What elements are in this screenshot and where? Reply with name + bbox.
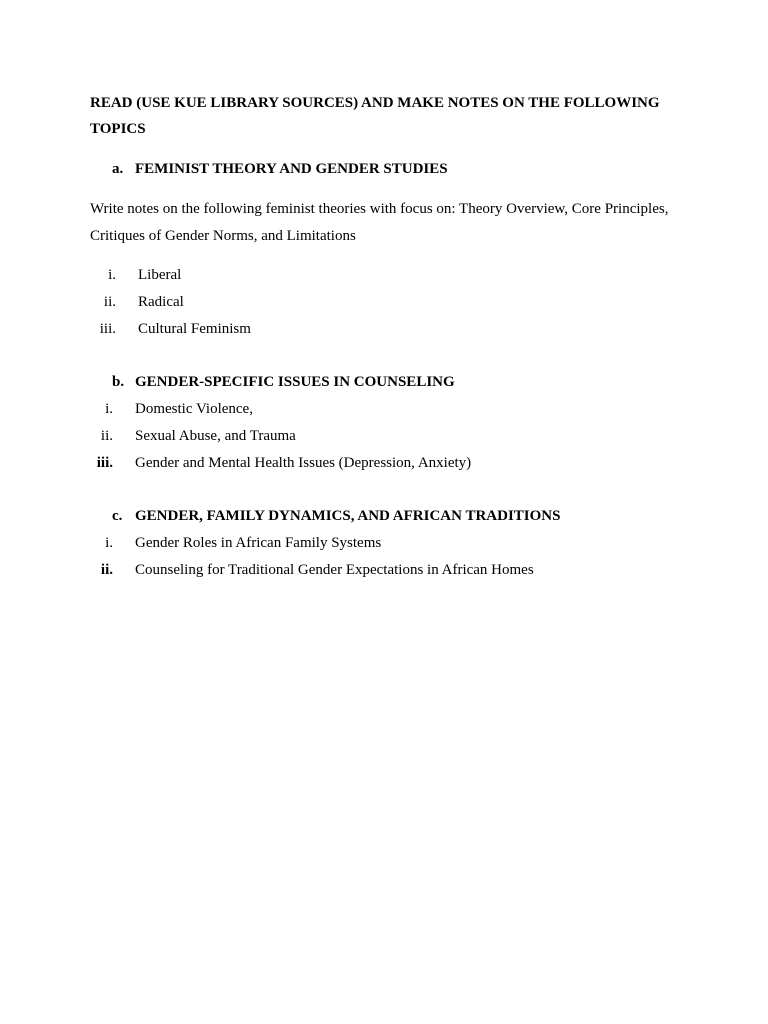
intro-line-1: READ (USE KUE LIBRARY SOURCES) AND MAKE NOTES ON THE FOLLOWING bbox=[90, 95, 660, 111]
section-a-marker: a. bbox=[112, 161, 124, 177]
section-a-item-1: Liberal bbox=[138, 267, 182, 283]
intro-line-2: TOPICS bbox=[90, 121, 146, 137]
section-c-item-1-marker: i. bbox=[105, 535, 113, 551]
section-c-item-2: Counseling for Traditional Gender Expectations in African Homes bbox=[135, 562, 534, 578]
section-c-marker: c. bbox=[112, 508, 123, 524]
section-a-item-3: Cultural Feminism bbox=[138, 321, 251, 337]
section-b-item-3: Gender and Mental Health Issues (Depression, Anxiety) bbox=[135, 455, 472, 471]
section-a-description-line-1: Write notes on the following feminist theories with focus on: Theory Overview, Core Principles, bbox=[90, 201, 669, 217]
section-b-item-1: Domestic Violence, bbox=[135, 401, 253, 417]
section-b-marker: b. bbox=[112, 374, 125, 390]
section-a-item-3-marker: iii. bbox=[99, 321, 116, 337]
section-a-item-2: Radical bbox=[138, 294, 184, 310]
section-c-heading: GENDER, FAMILY DYNAMICS, AND AFRICAN TRADITIONS bbox=[135, 508, 561, 524]
section-b-item-2: Sexual Abuse, and Trauma bbox=[135, 428, 296, 444]
section-a-item-1-marker: i. bbox=[108, 267, 116, 283]
section-b-heading: GENDER-SPECIFIC ISSUES IN COUNSELING bbox=[135, 374, 455, 390]
section-c-item-2-marker: ii. bbox=[100, 562, 113, 578]
section-b-item-2-marker: ii. bbox=[100, 428, 113, 444]
section-b-item-3-marker: iii. bbox=[96, 455, 113, 471]
section-a-heading: FEMINIST THEORY AND GENDER STUDIES bbox=[135, 161, 448, 177]
section-b-item-1-marker: i. bbox=[105, 401, 113, 417]
section-a-description-line-2: Critiques of Gender Norms, and Limitations bbox=[90, 228, 356, 244]
section-c-item-1: Gender Roles in African Family Systems bbox=[135, 535, 382, 551]
section-a-item-2-marker: ii. bbox=[103, 294, 116, 310]
